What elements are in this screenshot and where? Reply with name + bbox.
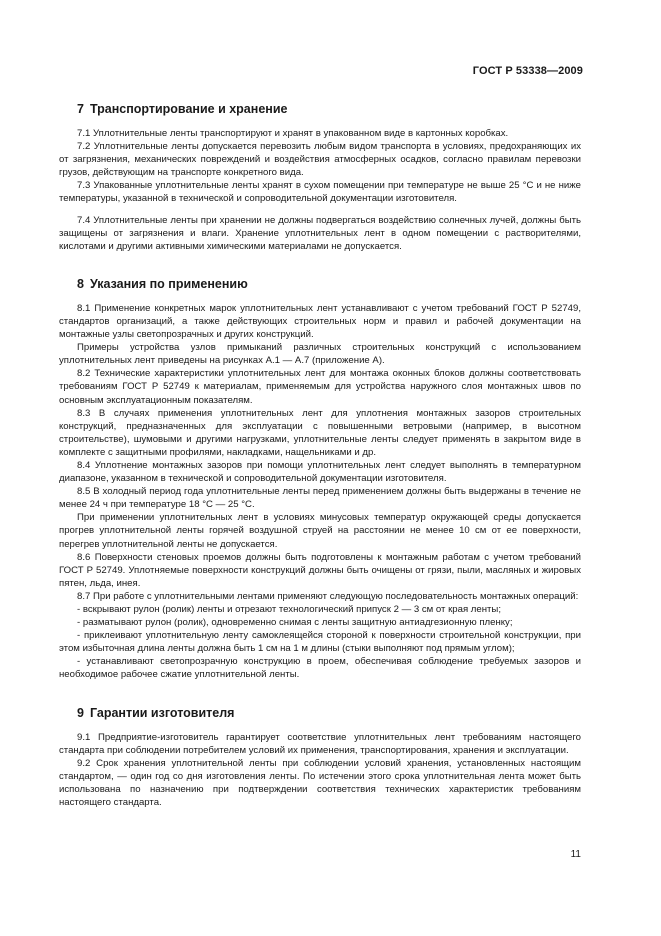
paragraph: 8.3 В случаях применения уплотнительных лент для уплотнения монтажных зазоров строительных конструкций, предназначенных для эксплуатации с повышенными ветровыми (например, в высотном строительстве), шумовыми и другими нагрузками, уплотнительные ленты следует применять в закрытом виде в комплекте с защитными профилями, накладками, нащельниками и др. (59, 407, 581, 458)
paragraph: 7.2 Уплотнительные ленты допускается перевозить любым видом транспорта в условиях, предохраняющих их от загрязнения, механических повреждений и воздействия атмосферных осадков, согласно правилам перевозки грузов, действующим на транспорте конкретного вида. (59, 141, 581, 179)
section-heading: 9 Гарантии изготовителя (77, 705, 235, 720)
paragraph: При применении уплотнительных лент в условиях минусовых температур окружающей среды допускается прогрев уплотнительной ленты горячей воздушной струей на расстоянии не менее 10 см от ее поверхности, перегрев уплотнительной ленты не допускается. (59, 512, 581, 550)
section-heading: 8 Указания по применению (77, 276, 248, 291)
list-item: - вскрывают рулон (ролик) ленты и отрезают технологический припуск 2 — 3 см от края ленты; (77, 604, 501, 615)
paragraph: 7.1 Уплотнительные ленты транспортируют и хранят в упакованном виде в картонных коробках. (77, 128, 509, 139)
paragraph: 8.6 Поверхности стеновых проемов должны быть подготовлены к монтажным работам с учетом требований ГОСТ Р 52749. Уплотняемые поверхности конструкций должны быть очищены от грязи, пыли, масляных и жировых пятен, льда, инея. (59, 551, 581, 589)
page-number: 11 (570, 849, 581, 860)
paragraph: Примеры устройства узлов примыканий различных строительных конструкций с использованием уплотнительных лент приведены на рисунках А.1 — А.7 (приложение А). (59, 342, 581, 367)
paragraph: 7.4 Уплотнительные ленты при хранении не должны подвергаться воздействию солнечных лучей, должны быть защищены от загрязнения и влаги. Хранение уплотнительных лент в одном помещении с растворителями, кислотами и другими активными химическими материалами не допускается. (59, 214, 581, 252)
document-id-header: ГОСТ Р 53338—2009 (472, 65, 583, 77)
paragraph: 8.4 Уплотнение монтажных зазоров при помощи уплотнительных лент следует выполнять в температурном диапазоне, указанном в технической и сопроводительной документации изготовителя. (59, 459, 581, 485)
paragraph: 9.1 Предприятие-изготовитель гарантирует соответствие уплотнительных лент требованиям настоящего стандарта при соблюдении потребителем условий их применения, транспортирования, хранения и эксплуатации. (59, 731, 581, 756)
list-item: - разматывают рулон (ролик), одновременно снимая с ленты защитную антиадгезионную пленку; (77, 617, 513, 629)
list-item: - приклеивают уплотнительную ленту самоклеящейся стороной к поверхности строительной конструкции, при этом избыточная длина ленты должна быть 1 см на 1 м длины (стыки выполняют под прямым углом); (59, 630, 581, 655)
paragraph: 7.3 Упакованные уплотнительные ленты хранят в сухом помещении при температуре не выше 25 °С и не ниже температуры, указанной в технической и сопроводительной документации изготовителя. (59, 180, 581, 205)
paragraph: 8.5 В холодный период года уплотнительные ленты перед применением должны быть выдержаны в течение не менее 24 ч при температуре 18 °С — 25 °С. (59, 486, 581, 511)
list-item: - устанавливают светопрозрачную конструкцию в проем, обеспечивая соблюдение требуемых зазоров и необходимое рабочее сжатие уплотнительной ленты. (59, 656, 581, 681)
paragraph: 8.7 При работе с уплотнительными лентами применяют следующую последовательность монтажных операций: (77, 590, 579, 602)
paragraph: 9.2 Срок хранения уплотнительной ленты при соблюдении условий хранения, установленных настоящим стандартом, — один год со дня изготовления ленты. По истечении этого срока уплотнительная лента может быть использована по назначению при подтверждении соответствия технических характеристик требованиям настоящего стандарта. (59, 757, 581, 809)
document-body (59, 92, 581, 809)
section-heading: 7 Транспортирование и хранение (77, 102, 288, 116)
paragraph: 8.1 Применение конкретных марок уплотнительных лент устанавливают с учетом требований ГОСТ Р 52749, стандартов организаций, а также действующих строительных норм и правил и рабочей документации на монтажные узлы светопрозрачных и других конструкций. (59, 302, 581, 341)
paragraph: 8.2 Технические характеристики уплотнительных лент для монтажа оконных блоков должны соответствовать требованиям ГОСТ Р 52749 к материалам, применяемым для устройства наружного слоя монтажных швов по основным эксплуатационным показателям. (59, 368, 581, 406)
